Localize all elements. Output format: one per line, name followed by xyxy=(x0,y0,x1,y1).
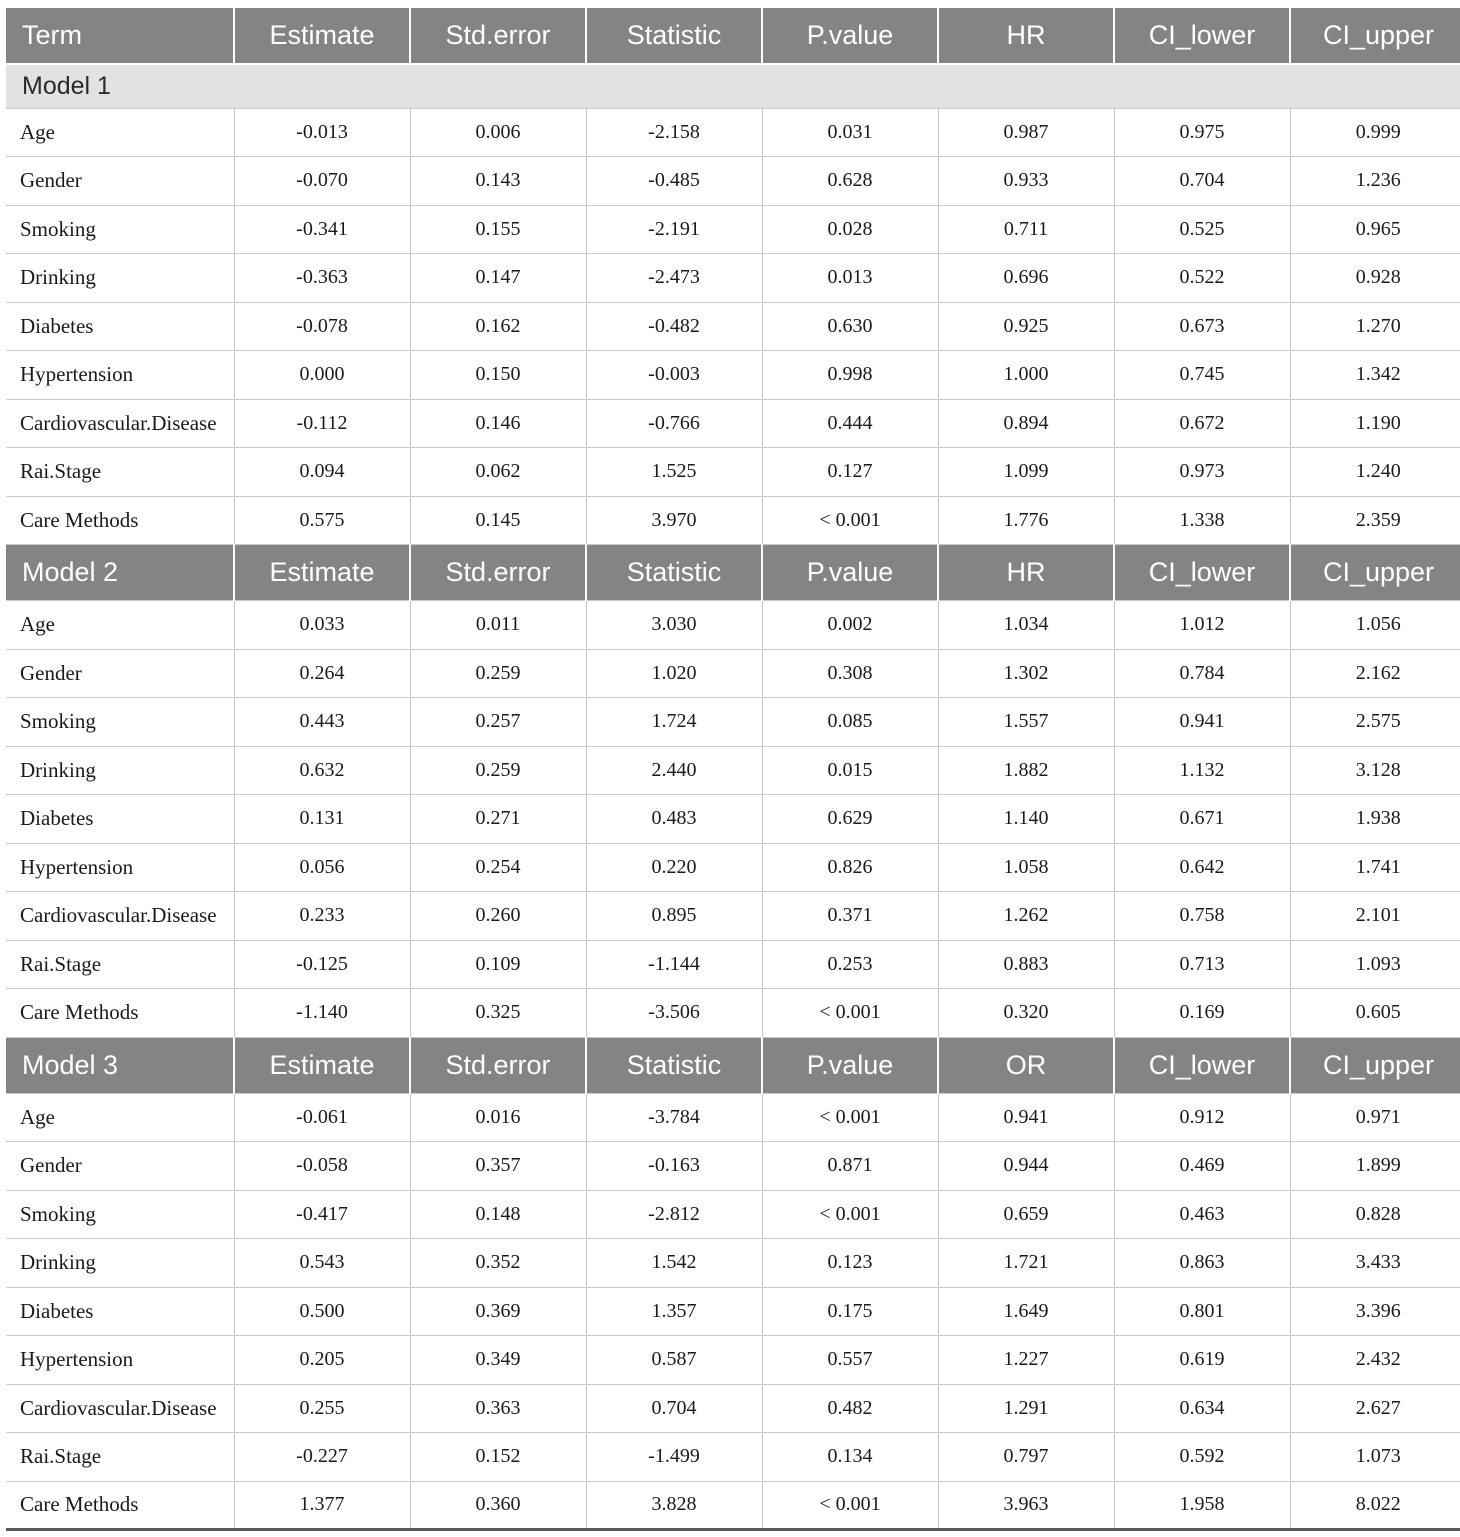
value-cell: -0.482 xyxy=(586,302,762,351)
value-cell: 0.973 xyxy=(1114,448,1290,497)
value-cell: 1.132 xyxy=(1114,746,1290,795)
table-row xyxy=(6,1190,1460,1239)
value-cell: 0.259 xyxy=(410,649,586,698)
value-cell: 0.894 xyxy=(938,399,1114,448)
value-cell: -0.070 xyxy=(234,157,410,206)
value-cell: 3.128 xyxy=(1290,746,1460,795)
value-cell: 0.998 xyxy=(762,351,938,400)
value-cell: 1.377 xyxy=(234,1481,410,1530)
value-cell: 0.629 xyxy=(762,795,938,844)
value-cell: 0.031 xyxy=(762,108,938,157)
term-cell: Drinking xyxy=(6,746,234,795)
value-cell: 0.233 xyxy=(234,892,410,941)
table-row xyxy=(6,1287,1460,1336)
value-cell: 0.883 xyxy=(938,940,1114,989)
value-cell: 2.432 xyxy=(1290,1336,1460,1385)
value-cell: -0.013 xyxy=(234,108,410,157)
value-cell: 0.975 xyxy=(1114,108,1290,157)
value-cell: -0.485 xyxy=(586,157,762,206)
value-cell: 1.557 xyxy=(938,698,1114,747)
column-header: Estimate xyxy=(234,8,410,64)
value-cell: 0.257 xyxy=(410,698,586,747)
term-cell: Hypertension xyxy=(6,1336,234,1385)
value-cell: 0.711 xyxy=(938,205,1114,254)
value-cell: 0.259 xyxy=(410,746,586,795)
value-cell: 0.987 xyxy=(938,108,1114,157)
value-cell: 0.713 xyxy=(1114,940,1290,989)
value-cell: 0.143 xyxy=(410,157,586,206)
value-cell: 0.260 xyxy=(410,892,586,941)
value-cell: < 0.001 xyxy=(762,1093,938,1142)
value-cell: 2.575 xyxy=(1290,698,1460,747)
term-cell: Hypertension xyxy=(6,843,234,892)
value-cell: 0.325 xyxy=(410,989,586,1038)
value-cell: 1.542 xyxy=(586,1239,762,1288)
value-cell: 0.482 xyxy=(762,1384,938,1433)
row-group-title: Model 2 xyxy=(6,545,234,601)
value-cell: 0.123 xyxy=(762,1239,938,1288)
value-cell: 0.002 xyxy=(762,601,938,650)
value-cell: -0.003 xyxy=(586,351,762,400)
value-cell: 2.101 xyxy=(1290,892,1460,941)
value-cell: -0.766 xyxy=(586,399,762,448)
value-cell: 0.630 xyxy=(762,302,938,351)
value-cell: 0.169 xyxy=(1114,989,1290,1038)
value-cell: < 0.001 xyxy=(762,1190,938,1239)
value-cell: 0.863 xyxy=(1114,1239,1290,1288)
value-cell: 0.758 xyxy=(1114,892,1290,941)
term-cell: Rai.Stage xyxy=(6,1433,234,1482)
value-cell: 0.109 xyxy=(410,940,586,989)
value-cell: -0.061 xyxy=(234,1093,410,1142)
term-cell: Gender xyxy=(6,157,234,206)
term-cell: Care Methods xyxy=(6,989,234,1038)
value-cell: 3.030 xyxy=(586,601,762,650)
value-cell: 0.155 xyxy=(410,205,586,254)
term-cell: Hypertension xyxy=(6,351,234,400)
value-cell: 3.396 xyxy=(1290,1287,1460,1336)
value-cell: 0.271 xyxy=(410,795,586,844)
value-cell: 0.543 xyxy=(234,1239,410,1288)
value-cell: 2.627 xyxy=(1290,1384,1460,1433)
value-cell: 1.236 xyxy=(1290,157,1460,206)
value-cell: 1.291 xyxy=(938,1384,1114,1433)
value-cell: 1.099 xyxy=(938,448,1114,497)
value-cell: -1.140 xyxy=(234,989,410,1038)
table-row xyxy=(6,351,1460,400)
column-header: CI_upper xyxy=(1290,1037,1460,1093)
value-cell: 1.000 xyxy=(938,351,1114,400)
value-cell: 0.671 xyxy=(1114,795,1290,844)
term-cell: Smoking xyxy=(6,205,234,254)
value-cell: 0.145 xyxy=(410,496,586,545)
value-cell: 3.963 xyxy=(938,1481,1114,1530)
value-cell: 1.302 xyxy=(938,649,1114,698)
term-cell: Smoking xyxy=(6,698,234,747)
table-row xyxy=(6,940,1460,989)
table-row xyxy=(6,448,1460,497)
value-cell: 0.146 xyxy=(410,399,586,448)
value-cell: 0.941 xyxy=(938,1093,1114,1142)
value-cell: 0.575 xyxy=(234,496,410,545)
value-cell: 1.357 xyxy=(586,1287,762,1336)
table-row xyxy=(6,302,1460,351)
value-cell: 1.724 xyxy=(586,698,762,747)
table-row xyxy=(6,254,1460,303)
value-cell: -2.191 xyxy=(586,205,762,254)
header-row xyxy=(6,8,1460,64)
value-cell: 0.085 xyxy=(762,698,938,747)
value-cell: 0.704 xyxy=(586,1384,762,1433)
value-cell: 0.632 xyxy=(234,746,410,795)
table-row xyxy=(6,698,1460,747)
value-cell: 0.871 xyxy=(762,1142,938,1191)
value-cell: 0.371 xyxy=(762,892,938,941)
value-cell: 0.469 xyxy=(1114,1142,1290,1191)
value-cell: 0.672 xyxy=(1114,399,1290,448)
table-row xyxy=(6,1093,1460,1142)
column-header: Statistic xyxy=(586,8,762,64)
value-cell: 0.628 xyxy=(762,157,938,206)
column-header: Estimate xyxy=(234,545,410,601)
column-header: HR xyxy=(938,8,1114,64)
column-header: CI_lower xyxy=(1114,1037,1290,1093)
table-row xyxy=(6,746,1460,795)
value-cell: 0.015 xyxy=(762,746,938,795)
term-cell: Age xyxy=(6,601,234,650)
term-cell: Smoking xyxy=(6,1190,234,1239)
value-cell: 1.140 xyxy=(938,795,1114,844)
value-cell: < 0.001 xyxy=(762,496,938,545)
value-cell: 0.941 xyxy=(1114,698,1290,747)
value-cell: 0.999 xyxy=(1290,108,1460,157)
value-cell: -0.227 xyxy=(234,1433,410,1482)
value-cell: 1.034 xyxy=(938,601,1114,650)
value-cell: 0.826 xyxy=(762,843,938,892)
value-cell: 0.147 xyxy=(410,254,586,303)
term-cell: Drinking xyxy=(6,1239,234,1288)
term-cell: Care Methods xyxy=(6,1481,234,1530)
value-cell: 0.525 xyxy=(1114,205,1290,254)
term-cell: Cardiovascular.Disease xyxy=(6,892,234,941)
value-cell: 0.933 xyxy=(938,157,1114,206)
term-cell: Gender xyxy=(6,649,234,698)
value-cell: 0.000 xyxy=(234,351,410,400)
term-cell: Age xyxy=(6,1093,234,1142)
value-cell: 0.369 xyxy=(410,1287,586,1336)
table-row xyxy=(6,1481,1460,1530)
value-cell: 3.433 xyxy=(1290,1239,1460,1288)
table-row xyxy=(6,892,1460,941)
term-cell: Drinking xyxy=(6,254,234,303)
section-band-row xyxy=(6,64,1460,108)
value-cell: 0.152 xyxy=(410,1433,586,1482)
column-header: CI_lower xyxy=(1114,545,1290,601)
term-cell: Rai.Stage xyxy=(6,940,234,989)
value-cell: 8.022 xyxy=(1290,1481,1460,1530)
value-cell: 0.463 xyxy=(1114,1190,1290,1239)
value-cell: 0.634 xyxy=(1114,1384,1290,1433)
column-header: HR xyxy=(938,545,1114,601)
row-group-title: Model 3 xyxy=(6,1037,234,1093)
value-cell: 0.605 xyxy=(1290,989,1460,1038)
value-cell: 0.162 xyxy=(410,302,586,351)
value-cell: -3.506 xyxy=(586,989,762,1038)
value-cell: 0.148 xyxy=(410,1190,586,1239)
value-cell: 0.357 xyxy=(410,1142,586,1191)
column-header: Estimate xyxy=(234,1037,410,1093)
value-cell: 0.659 xyxy=(938,1190,1114,1239)
value-cell: 0.557 xyxy=(762,1336,938,1385)
column-header: Std.error xyxy=(410,8,586,64)
value-cell: 0.253 xyxy=(762,940,938,989)
value-cell: 1.240 xyxy=(1290,448,1460,497)
term-cell: Diabetes xyxy=(6,302,234,351)
column-header: Statistic xyxy=(586,545,762,601)
value-cell: 0.150 xyxy=(410,351,586,400)
value-cell: 1.525 xyxy=(586,448,762,497)
value-cell: 0.205 xyxy=(234,1336,410,1385)
header-row xyxy=(6,1037,1460,1093)
value-cell: 0.828 xyxy=(1290,1190,1460,1239)
value-cell: 0.056 xyxy=(234,843,410,892)
value-cell: 0.028 xyxy=(762,205,938,254)
column-header: P.value xyxy=(762,1037,938,1093)
term-cell: Cardiovascular.Disease xyxy=(6,399,234,448)
value-cell: -0.058 xyxy=(234,1142,410,1191)
term-cell: Cardiovascular.Disease xyxy=(6,1384,234,1433)
value-cell: 1.093 xyxy=(1290,940,1460,989)
term-cell: Age xyxy=(6,108,234,157)
value-cell: 1.020 xyxy=(586,649,762,698)
value-cell: -3.784 xyxy=(586,1093,762,1142)
table-row xyxy=(6,1336,1460,1385)
table-row xyxy=(6,1239,1460,1288)
value-cell: -0.341 xyxy=(234,205,410,254)
value-cell: 0.320 xyxy=(938,989,1114,1038)
table-row xyxy=(6,1142,1460,1191)
value-cell: -1.144 xyxy=(586,940,762,989)
term-cell: Gender xyxy=(6,1142,234,1191)
value-cell: 0.619 xyxy=(1114,1336,1290,1385)
value-cell: 0.062 xyxy=(410,448,586,497)
value-cell: 0.013 xyxy=(762,254,938,303)
value-cell: < 0.001 xyxy=(762,1481,938,1530)
column-header: OR xyxy=(938,1037,1114,1093)
term-cell: Diabetes xyxy=(6,795,234,844)
value-cell: 0.094 xyxy=(234,448,410,497)
value-cell: 0.264 xyxy=(234,649,410,698)
column-header: CI_lower xyxy=(1114,8,1290,64)
value-cell: 1.262 xyxy=(938,892,1114,941)
value-cell: 1.058 xyxy=(938,843,1114,892)
table-row xyxy=(6,399,1460,448)
value-cell: -0.363 xyxy=(234,254,410,303)
value-cell: 0.522 xyxy=(1114,254,1290,303)
value-cell: 0.895 xyxy=(586,892,762,941)
value-cell: -1.499 xyxy=(586,1433,762,1482)
table-row xyxy=(6,649,1460,698)
value-cell: 0.308 xyxy=(762,649,938,698)
column-header: Statistic xyxy=(586,1037,762,1093)
value-cell: 1.056 xyxy=(1290,601,1460,650)
column-header: CI_upper xyxy=(1290,545,1460,601)
section-title: Model 1 xyxy=(6,64,1460,108)
value-cell: 2.359 xyxy=(1290,496,1460,545)
value-cell: 1.270 xyxy=(1290,302,1460,351)
value-cell: 2.162 xyxy=(1290,649,1460,698)
value-cell: -0.417 xyxy=(234,1190,410,1239)
value-cell: 0.587 xyxy=(586,1336,762,1385)
value-cell: 1.958 xyxy=(1114,1481,1290,1530)
regression-results-table xyxy=(6,8,1460,1531)
table-row xyxy=(6,1433,1460,1482)
value-cell: -0.125 xyxy=(234,940,410,989)
row-group-title: Term xyxy=(6,8,234,64)
value-cell: 0.745 xyxy=(1114,351,1290,400)
value-cell: 0.363 xyxy=(410,1384,586,1433)
table-row xyxy=(6,989,1460,1038)
table-row xyxy=(6,795,1460,844)
value-cell: 0.642 xyxy=(1114,843,1290,892)
value-cell: -2.158 xyxy=(586,108,762,157)
table-body xyxy=(6,8,1460,1530)
value-cell: 3.970 xyxy=(586,496,762,545)
table-row xyxy=(6,843,1460,892)
value-cell: 1.227 xyxy=(938,1336,1114,1385)
value-cell: 2.440 xyxy=(586,746,762,795)
value-cell: 0.928 xyxy=(1290,254,1460,303)
term-cell: Diabetes xyxy=(6,1287,234,1336)
value-cell: -2.812 xyxy=(586,1190,762,1239)
value-cell: 1.012 xyxy=(1114,601,1290,650)
value-cell: 0.349 xyxy=(410,1336,586,1385)
column-header: Std.error xyxy=(410,1037,586,1093)
value-cell: 0.704 xyxy=(1114,157,1290,206)
value-cell: 1.938 xyxy=(1290,795,1460,844)
column-header: P.value xyxy=(762,545,938,601)
column-header: Std.error xyxy=(410,545,586,601)
value-cell: 1.649 xyxy=(938,1287,1114,1336)
value-cell: 0.944 xyxy=(938,1142,1114,1191)
table-row xyxy=(6,205,1460,254)
table-row xyxy=(6,108,1460,157)
value-cell: 0.925 xyxy=(938,302,1114,351)
header-row xyxy=(6,545,1460,601)
column-header: CI_upper xyxy=(1290,8,1460,64)
table-row xyxy=(6,1384,1460,1433)
value-cell: 0.254 xyxy=(410,843,586,892)
value-cell: 1.073 xyxy=(1290,1433,1460,1482)
term-cell: Care Methods xyxy=(6,496,234,545)
value-cell: 0.483 xyxy=(586,795,762,844)
value-cell: 0.912 xyxy=(1114,1093,1290,1142)
table-row xyxy=(6,601,1460,650)
value-cell: 0.797 xyxy=(938,1433,1114,1482)
value-cell: 0.175 xyxy=(762,1287,938,1336)
value-cell: -2.473 xyxy=(586,254,762,303)
value-cell: 0.500 xyxy=(234,1287,410,1336)
value-cell: 0.696 xyxy=(938,254,1114,303)
value-cell: 0.352 xyxy=(410,1239,586,1288)
value-cell: 0.131 xyxy=(234,795,410,844)
value-cell: -0.112 xyxy=(234,399,410,448)
value-cell: 1.882 xyxy=(938,746,1114,795)
table-row xyxy=(6,496,1460,545)
value-cell: 0.127 xyxy=(762,448,938,497)
value-cell: 3.828 xyxy=(586,1481,762,1530)
value-cell: 0.444 xyxy=(762,399,938,448)
term-cell: Rai.Stage xyxy=(6,448,234,497)
value-cell: 0.965 xyxy=(1290,205,1460,254)
value-cell: 0.971 xyxy=(1290,1093,1460,1142)
value-cell: 0.134 xyxy=(762,1433,938,1482)
value-cell: 1.741 xyxy=(1290,843,1460,892)
value-cell: -0.078 xyxy=(234,302,410,351)
value-cell: 0.033 xyxy=(234,601,410,650)
value-cell: 0.592 xyxy=(1114,1433,1290,1482)
value-cell: 0.360 xyxy=(410,1481,586,1530)
value-cell: 0.220 xyxy=(586,843,762,892)
value-cell: 1.342 xyxy=(1290,351,1460,400)
value-cell: 1.721 xyxy=(938,1239,1114,1288)
value-cell: 0.255 xyxy=(234,1384,410,1433)
value-cell: 1.776 xyxy=(938,496,1114,545)
value-cell: -0.163 xyxy=(586,1142,762,1191)
table-row xyxy=(6,157,1460,206)
value-cell: 0.673 xyxy=(1114,302,1290,351)
value-cell: 1.899 xyxy=(1290,1142,1460,1191)
value-cell: 1.190 xyxy=(1290,399,1460,448)
value-cell: 1.338 xyxy=(1114,496,1290,545)
value-cell: 0.016 xyxy=(410,1093,586,1142)
value-cell: 0.801 xyxy=(1114,1287,1290,1336)
column-header: P.value xyxy=(762,8,938,64)
value-cell: < 0.001 xyxy=(762,989,938,1038)
value-cell: 0.443 xyxy=(234,698,410,747)
value-cell: 0.784 xyxy=(1114,649,1290,698)
value-cell: 0.006 xyxy=(410,108,586,157)
value-cell: 0.011 xyxy=(410,601,586,650)
